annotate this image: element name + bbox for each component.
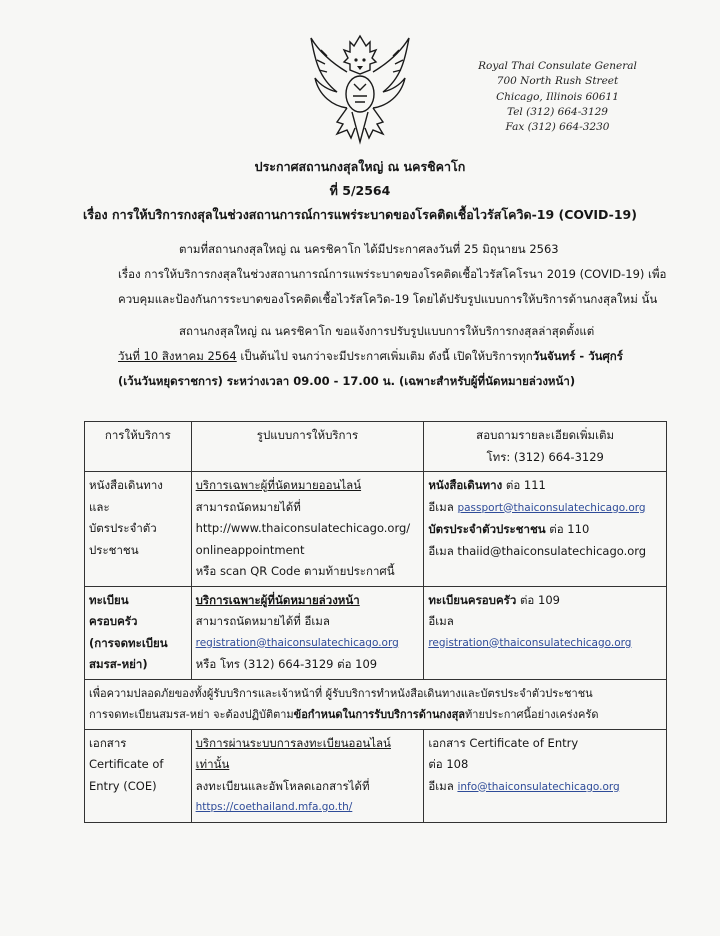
note-emphasis: ข้อกำหนดในการรับบริการด้านกงสุล — [293, 708, 466, 721]
contact-cell — [424, 472, 667, 587]
contact-line — [428, 475, 662, 497]
contact-line: เอกสาร Certificate of Entry — [428, 735, 579, 750]
contact-label: ทะเบียนครอบครัว — [428, 592, 517, 607]
email-label: อีเมล — [428, 499, 458, 514]
mode-title: เท่านั้น — [195, 757, 230, 771]
mode-line: สามารถนัดหมายได้ที่ อีเมล — [195, 614, 330, 628]
mode-cell — [191, 729, 424, 822]
email-label: อีเมล — [428, 614, 454, 628]
garuda-emblem-icon — [307, 30, 413, 148]
body-paragraph-line: เรื่อง การให้บริการกงสุลในช่วงสถานการณ์การแพร่ระบาดของโรคติดเชื้อไวรัสโคโรนา 2019 (COVID-19) เพื่อ — [118, 267, 667, 281]
contact-cell — [424, 586, 667, 679]
mode-title: บริการผ่านระบบการลงทะเบียนออนไลน์ — [195, 735, 391, 750]
contact-line — [428, 590, 662, 612]
body-paragraph-line: ตามที่สถานกงสุลใหญ่ ณ นครชิคาโก ได้มีประกาศลงวันที่ 25 มิถุนายน 2563 — [179, 242, 559, 256]
contact-ext: ต่อ 109 — [516, 592, 560, 607]
appointment-url-path[interactable]: onlineappointment — [195, 542, 305, 557]
coe-website-link[interactable]: https://coethailand.mfa.go.th/ — [195, 801, 353, 813]
note-text: ท้ายประกาศนี้อย่างเคร่งครัด — [465, 708, 599, 721]
service-name-line: Certificate of — [89, 757, 164, 771]
table-row — [85, 586, 667, 679]
contact-ext: ต่อ 111 — [502, 478, 546, 492]
announcement-title: ประกาศสถานกงสุลใหญ่ ณ นครชิคาโก — [254, 159, 466, 174]
registration-email-link[interactable]: registration@thaiconsulatechicago.org — [428, 636, 632, 649]
note-line: เพื่อความปลอดภัยของทั้งผู้รับบริการและเจ้าหน้าที่ ผู้รับบริการทำหนังสือเดินทางและบัตรประจำตัวประชาชน — [89, 686, 593, 700]
service-hours: (เว้นวันหยุดราชการ) ระหว่างเวลา 09.00 - 17.00 น. (เฉพาะสำหรับผู้ที่นัดหมายล่วงหน้า) — [118, 374, 576, 388]
table-header-row — [85, 422, 667, 472]
service-name-line: Entry (COE) — [89, 778, 157, 793]
mode-title: บริการเฉพาะผู้ที่นัดหมายล่วงหน้า — [195, 592, 360, 607]
contact-line — [428, 519, 662, 541]
effective-date: วันที่ 10 สิงหาคม 2564 — [118, 349, 237, 363]
service-name-line: และ — [89, 499, 110, 514]
service-name-line: หนังสือเดินทาง — [89, 478, 163, 492]
service-name-line: เอกสาร — [89, 735, 127, 750]
service-cell — [85, 729, 192, 822]
body-paragraph-line: ควบคุมและป้องกันการระบาดของโรคติดเชื้อไวรัสโควิด-19 โดยได้ปรับรูปแบบการให้บริการด้านกงสุลใหม่ นั้น — [118, 292, 658, 306]
address-fax: Fax (312) 664-3230 — [505, 121, 610, 134]
mode-cell — [191, 586, 424, 679]
header-contact — [424, 422, 667, 472]
mode-cell — [191, 472, 424, 587]
service-cell — [85, 472, 192, 587]
service-name-line: สมรส-หย่า) — [89, 657, 148, 671]
services-table — [84, 421, 667, 823]
contact-line — [428, 776, 662, 799]
contact-line — [428, 497, 662, 520]
body-paragraph-line — [118, 348, 623, 366]
contact-ext: ต่อ 110 — [545, 522, 590, 536]
service-cell — [85, 586, 192, 679]
contact-label: บัตรประจำตัวประชาชน — [428, 522, 546, 536]
table-row — [85, 729, 667, 822]
table-row — [85, 472, 667, 587]
address-line: Chicago, Illinois 60611 — [496, 90, 619, 103]
address-phone: Tel (312) 664-3129 — [507, 105, 608, 118]
registration-email-link[interactable]: registration@thaiconsulatechicago.org — [195, 636, 399, 649]
header-phone: โทร: (312) 664-3129 — [486, 449, 604, 464]
contact-label: หนังสือเดินทาง — [428, 478, 503, 492]
announcement-number: ที่ 5/2564 — [329, 183, 391, 198]
header-label: รูปแบบการให้บริการ — [256, 428, 359, 442]
contact-ext: ต่อ 108 — [428, 757, 469, 771]
header-service — [85, 422, 192, 472]
consulate-address — [470, 59, 645, 135]
mode-line: สามารถนัดหมายได้ที่ — [195, 499, 301, 514]
announcement-subject: เรื่อง การให้บริการกงสุลในช่วงสถานการณ์การแพร่ระบาดของโรคติดเชื้อไวรัสโควิด-19 (COVID-19) — [83, 207, 637, 222]
service-name-line: ครอบครัว — [89, 614, 138, 628]
id-email-line[interactable]: อีเมล thaiid@thaiconsulatechicago.org — [428, 543, 647, 558]
mode-line: ลงทะเบียนและอัพโหลดเอกสารได้ที่ — [195, 778, 370, 793]
passport-email-link[interactable]: passport@thaiconsulatechicago.org — [457, 501, 646, 514]
contact-cell — [424, 729, 667, 822]
service-days: วันจันทร์ - วันศุกร์ — [532, 349, 623, 363]
body-paragraph-line: สถานกงสุลใหญ่ ณ นครชิคาโก ขอแจ้งการปรับรูปแบบการให้บริการกงสุลล่าสุดตั้งแต่ — [179, 324, 595, 338]
service-name-line: ประชาชน — [89, 542, 139, 557]
appointment-url[interactable]: http://www.thaiconsulatechicago.org/ — [195, 521, 411, 535]
info-email-link[interactable]: info@thaiconsulatechicago.org — [457, 780, 620, 793]
mode-line: หรือ scan QR Code ตามท้ายประกาศนี้ — [195, 564, 395, 578]
header-label: การให้บริการ — [104, 428, 171, 442]
body-text: เป็นต้นไป จนกว่าจะมีประกาศเพิ่มเติม ดังนี้ เปิดให้บริการทุก — [236, 349, 533, 363]
mode-line: หรือ โทร (312) 664-3129 ต่อ 109 — [195, 657, 378, 671]
address-line: Royal Thai Consulate General — [478, 60, 637, 72]
address-line: 700 North Rush Street — [496, 75, 619, 88]
service-name-line: บัตรประจำตัว — [89, 521, 157, 535]
table-note-row — [85, 679, 667, 729]
mode-title: บริการเฉพาะผู้ที่นัดหมายออนไลน์ — [195, 478, 362, 492]
service-name-line: ทะเบียน — [89, 592, 129, 607]
safety-note — [85, 679, 667, 729]
email-label: อีเมล — [428, 778, 458, 793]
note-line — [89, 704, 662, 726]
header-label: สอบถามรายละเอียดเพิ่มเติม — [476, 428, 615, 442]
header-mode — [191, 422, 424, 472]
note-text: การจดทะเบียนสมรส-หย่า จะต้องปฏิบัติตาม — [89, 708, 294, 721]
service-name-line: (การจดทะเบียน — [89, 635, 168, 650]
